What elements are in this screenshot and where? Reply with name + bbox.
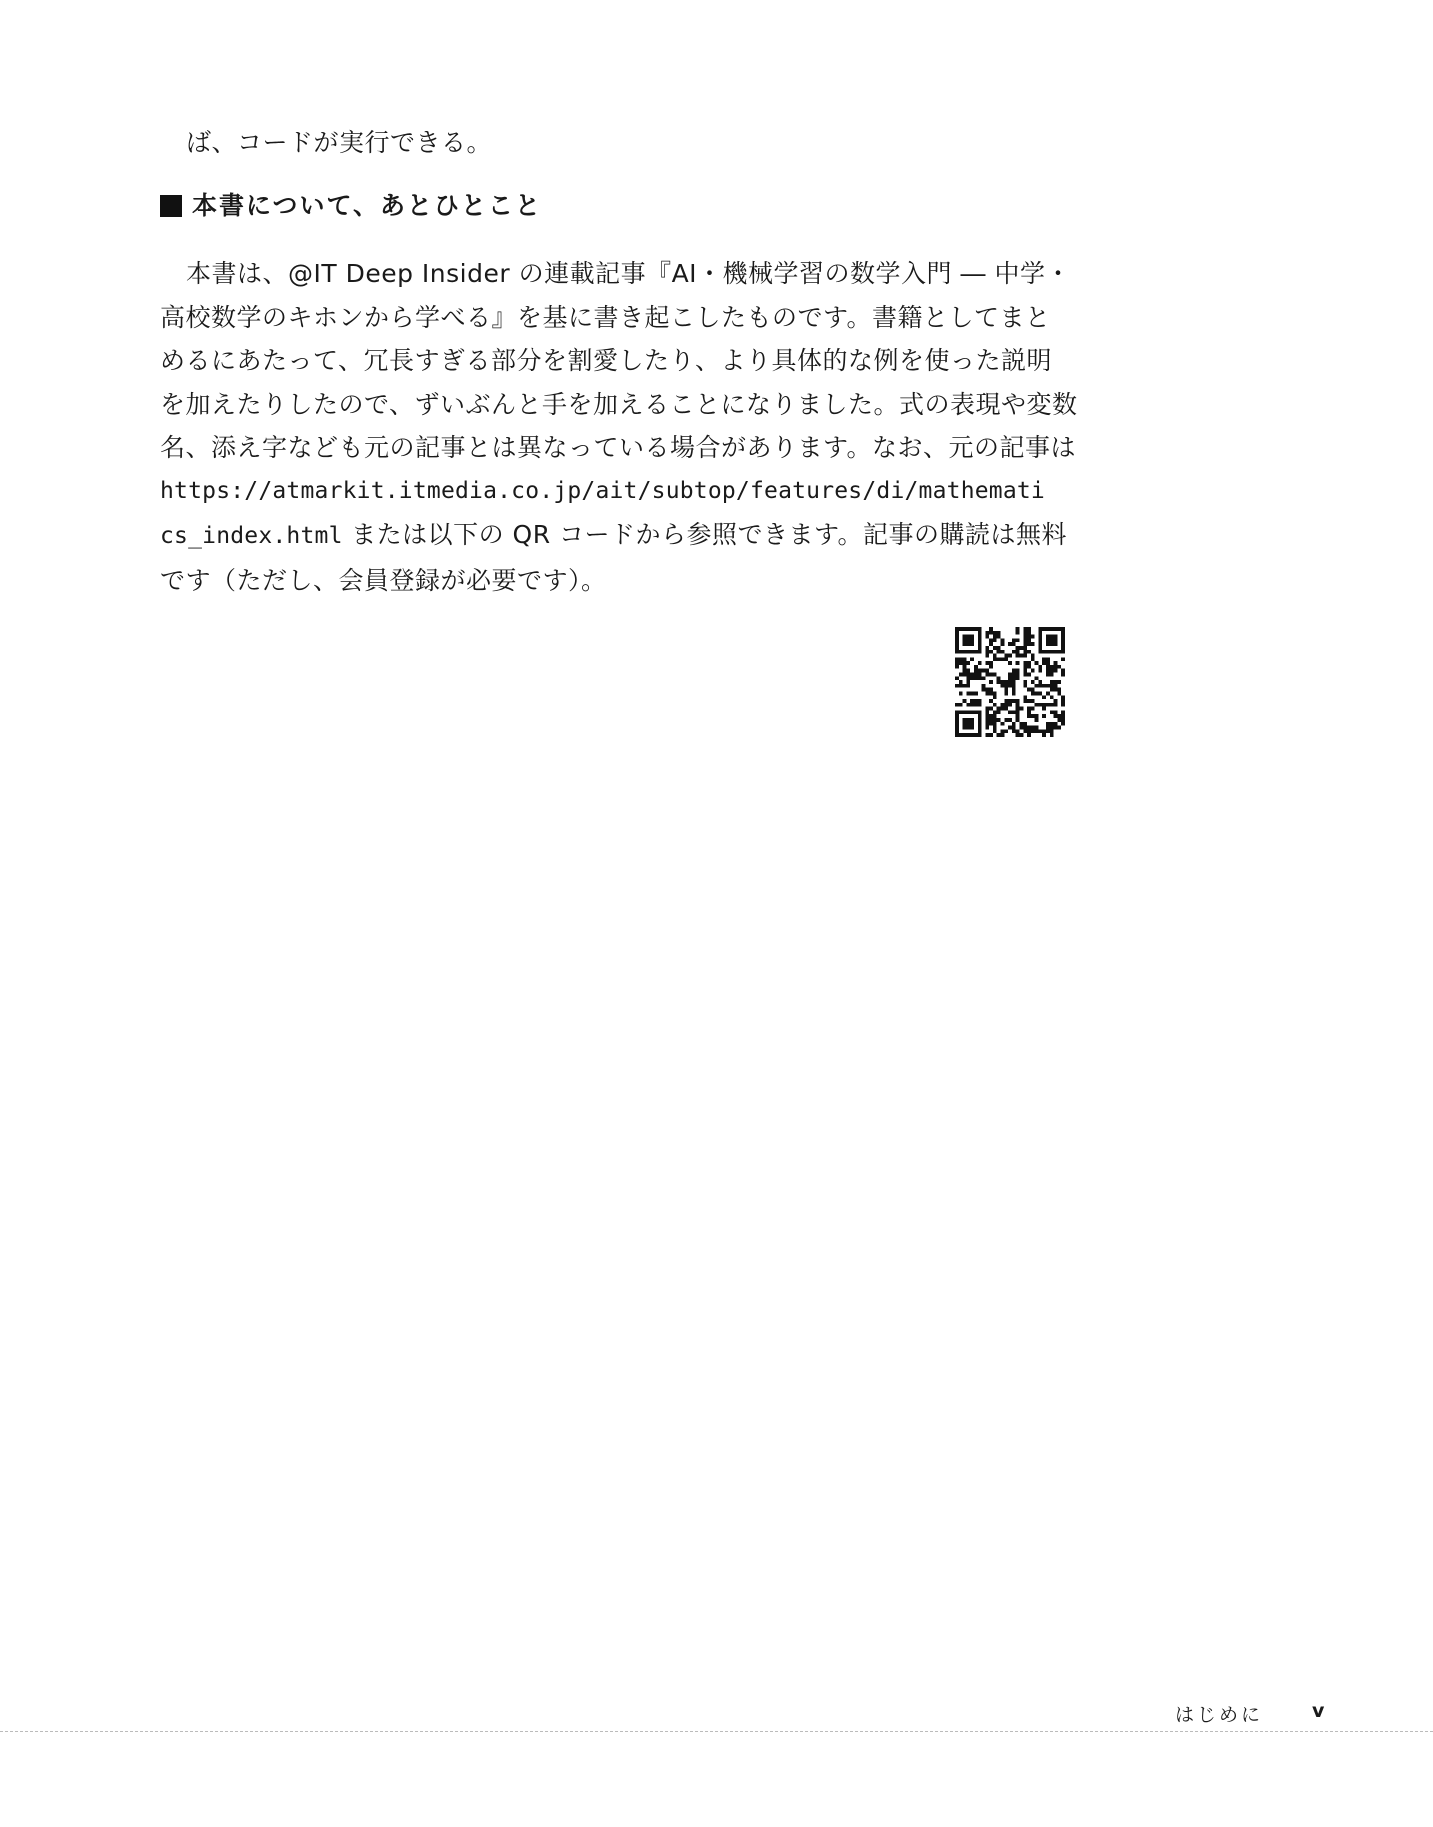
paragraph-line-7-text: または以下の QR コードから参照できます。記事の購読は無料 xyxy=(342,520,1068,549)
section-heading-text: 本書について、あとひとこと xyxy=(192,191,543,220)
paragraph-line-5: 名、添え字なども元の記事とは異なっている場合があります。なお、元の記事は xyxy=(160,433,1077,462)
running-footer-section: はじめに xyxy=(1175,1704,1264,1726)
continuation-text: ば、コードが実行できる。 xyxy=(186,128,493,157)
article-url-part-1[interactable]: https://atmarkit.itmedia.co.jp/ait/subtop/features/di/mathemati xyxy=(160,477,1045,504)
paragraph-line-4: を加えたりしたので、ずいぶんと手を加えることになりました。式の表現や変数 xyxy=(160,389,1078,419)
footer-divider xyxy=(0,1731,1433,1732)
qr-code-icon[interactable] xyxy=(955,627,1065,737)
paragraph-line-1: 本書は、@IT Deep Insider の連載記事『AI・機械学習の数学入門 ― 中学・ xyxy=(186,259,1071,288)
page-number: v xyxy=(1312,1700,1325,1722)
paragraph-line-2: 高校数学のキホンから学べる』を基に書き起こしたものです。書籍としてまと xyxy=(160,302,1051,332)
section-heading xyxy=(160,188,542,224)
paragraph-line-8: です（ただし、会員登録が必要です）。 xyxy=(160,565,607,595)
paragraph-line-7 xyxy=(160,513,1080,559)
article-url-part-2[interactable]: cs_index.html xyxy=(160,523,343,549)
heading-square-icon xyxy=(160,195,182,217)
body-paragraph xyxy=(160,252,1080,602)
continuation-line xyxy=(160,121,1080,165)
paragraph-line-3: めるにあたって、冗長すぎる部分を割愛したり、より具体的な例を使った説明 xyxy=(160,346,1053,375)
